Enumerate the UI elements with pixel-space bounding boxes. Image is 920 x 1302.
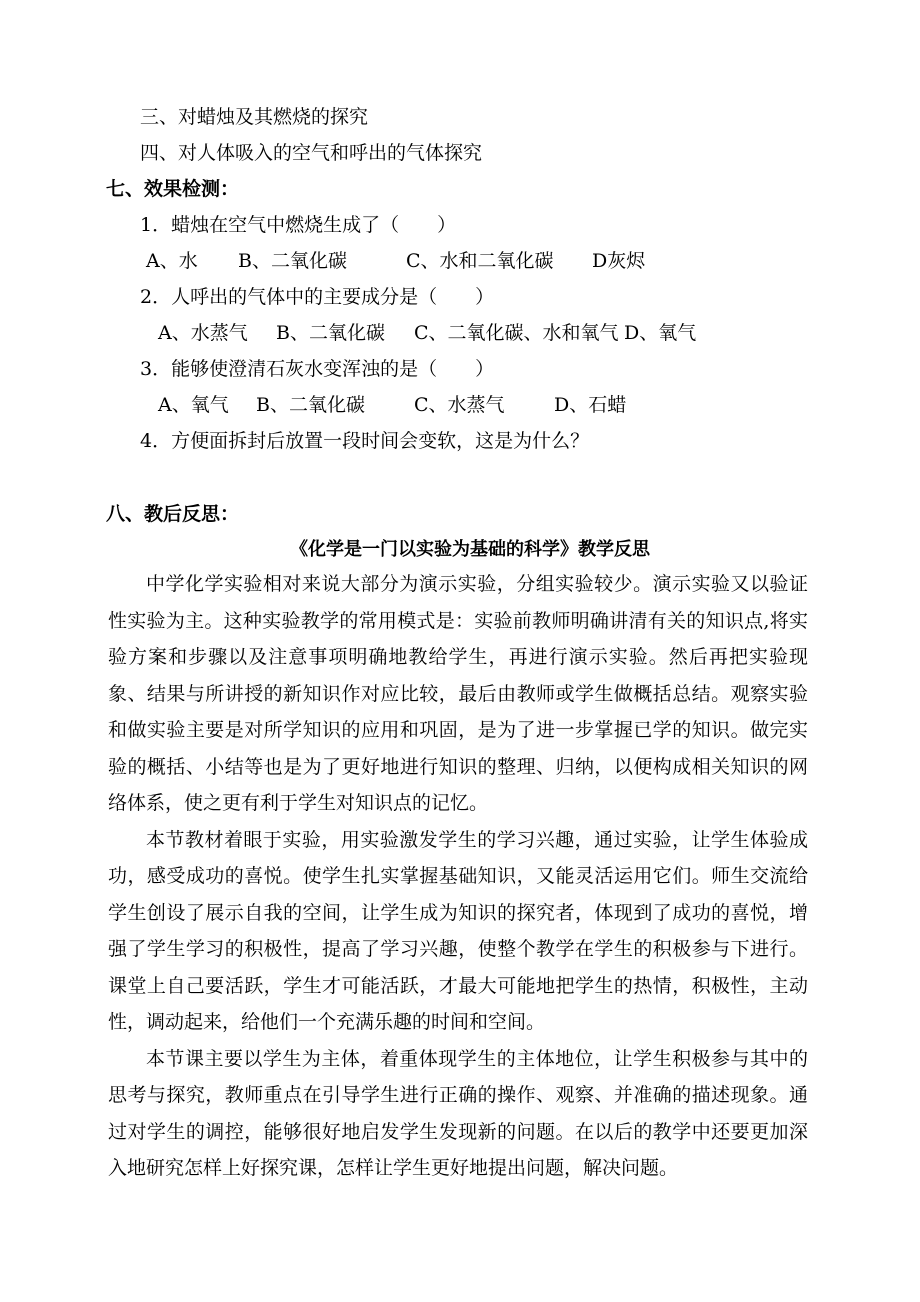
q2-option-c: C、二氧化碳、水和氧气 (414, 322, 619, 344)
reflection-title: 《化学是一门以实验为基础的科学》教学反思 (290, 539, 650, 560)
question-2-stem: 2．人呼出的气体中的主要成分是（ ） (140, 286, 495, 308)
q2-option-a: A、水蒸气 (158, 322, 248, 344)
q1-option-b: B、二氧化碳 (238, 250, 347, 272)
q2-option-b: B、二氧化碳 (276, 322, 385, 344)
question-2-options (158, 321, 696, 345)
reflection-body (108, 566, 808, 1187)
outline-item-3: 三、对蜡烛及其燃烧的探究 (140, 106, 369, 128)
q1-option-d: D灰烬 (592, 250, 646, 272)
reflection-paragraph-1: 中学化学实验相对来说大部分为演示实验，分组实验较少。演示实验又以验证性实验为主。这种实验教学的常用模式是：实验前教师明确讲清有关的知识点,将实验方案和步骤以及注意事项明确地教给学生，再进行演示实验。然后再把实验现象、结果与所讲授的新知识作对应比较，最后由教师或学生做概括总结。观察实验和做实验主要是对所学知识的应用和巩固，是为了进一步掌握已学的知识。做完实验的概括、小结等也是为了更好地进行知识的整理、归纳，以便构成相关知识的网络体系，使之更有利于学生对知识点的记忆。 (108, 573, 808, 814)
q3-option-b: B、二氧化碳 (256, 394, 365, 416)
q3-option-d: D、石蜡 (554, 394, 627, 416)
q1-option-c: C、水和二氧化碳 (406, 250, 554, 272)
section-8-heading: 八、教后反思： (106, 503, 240, 525)
q1-option-a: A、水 (146, 250, 198, 272)
q2-option-d: D、氧气 (624, 322, 697, 344)
question-1-stem: 1．蜡烛在空气中燃烧生成了（ ） (140, 214, 457, 236)
outline-item-4: 四、对人体吸入的空气和呼出的气体探究 (140, 142, 483, 164)
question-3-options (158, 393, 626, 417)
section-7-heading: 七、效果检测： (106, 178, 240, 200)
q3-option-c: C、水蒸气 (414, 394, 505, 416)
q3-option-a: A、氧气 (158, 394, 229, 416)
question-1-options (146, 249, 645, 273)
reflection-paragraph-2: 本节教材着眼于实验，用实验激发学生的学习兴趣，通过实验，让学生体验成功，感受成功的喜悦。使学生扎实掌握基础知识，又能灵活运用它们。师生交流给学生创设了展示自我的空间，让学生成为知识的探究者，体现到了成功的喜悦，增强了学生学习的积极性，提高了学习兴趣，使整个教学在学生的积极参与下进行。课堂上自己要活跃，学生才可能活跃，才最大可能地把学生的热情，积极性，主动性，调动起来，给他们一个充满乐趣的时间和空间。 (108, 828, 808, 1033)
question-4-stem: 4．方便面拆封后放置一段时间会变软，这是为什么？ (140, 430, 590, 452)
question-3-stem: 3．能够使澄清石灰水变浑浊的是（ ） (140, 358, 495, 380)
reflection-paragraph-3: 本节课主要以学生为主体，着重体现学生的主体地位，让学生积极参与其中的思考与探究，教师重点在引导学生进行正确的操作、观察、并准确的描述现象。通过对学生的调控，能够很好地启发学生发现新的问题。在以后的教学中还要更加深入地研究怎样上好探究课，怎样让学生更好地提出问题，解决问题。 (108, 1047, 808, 1179)
